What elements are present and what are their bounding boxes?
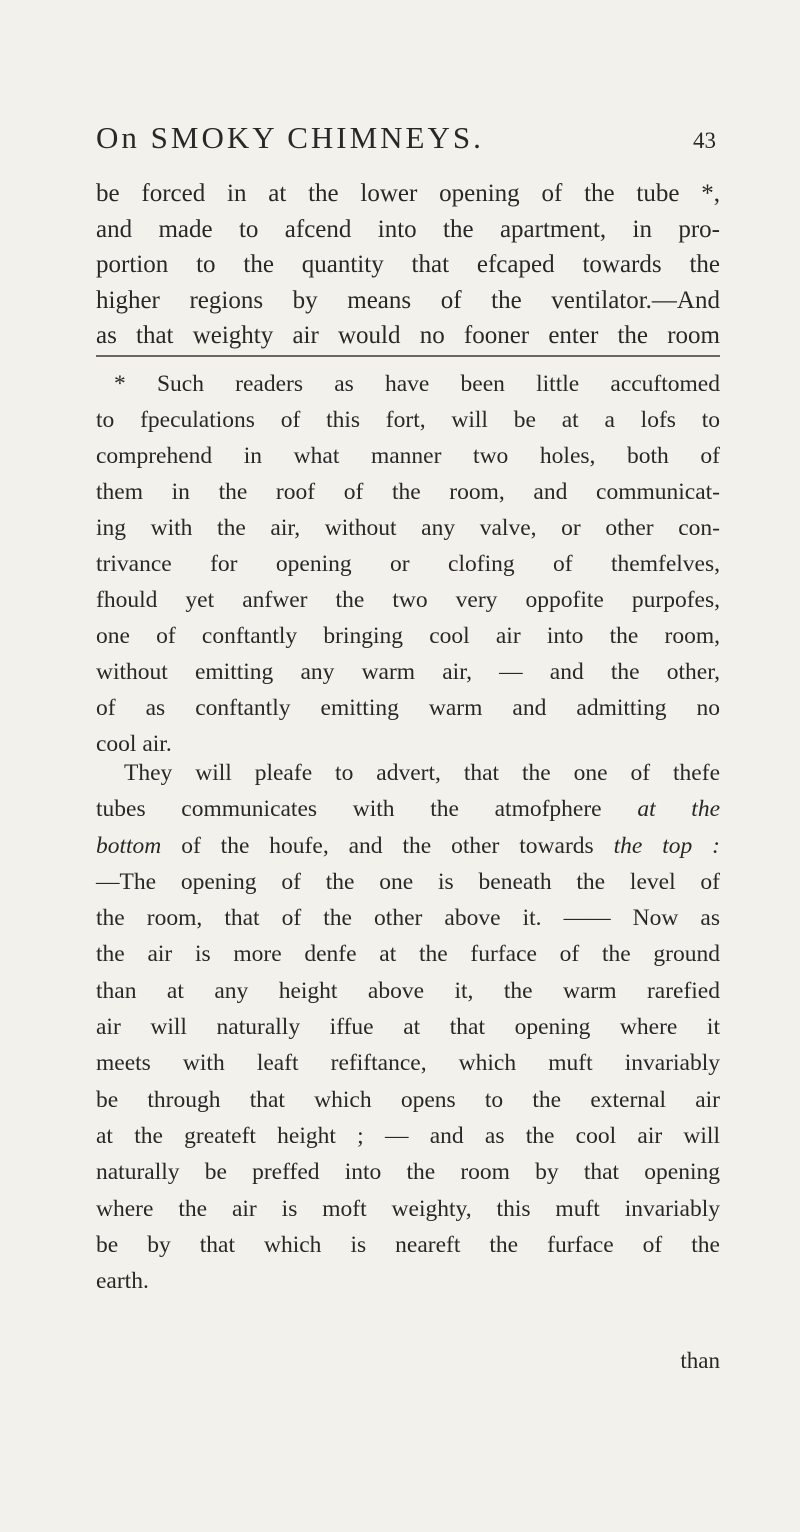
text-line: the room, that of the other above it. —— Now as (96, 905, 720, 932)
text-line: be by that which is neareft the furface of the (96, 1231, 720, 1258)
paragraph (96, 755, 720, 1299)
text-line: They will pleafe to advert, that the one of thefe (124, 760, 720, 786)
text-line: portion to the quantity that efcaped towards the (96, 251, 720, 279)
text-line: where the air is moft weighty, this muft invariably (96, 1195, 720, 1222)
page-header (96, 120, 716, 170)
footnote-line: them in the roof of the room, and communicat- (96, 479, 720, 505)
italic-run: at the (637, 796, 720, 823)
footnote-line: fhould yet anfwer the two very oppofite purpofes, (96, 587, 720, 613)
footnote-line: cool air. (96, 731, 172, 757)
text-line: the air is more denfe at the furface of the ground (96, 941, 720, 968)
text-line: meets with leaft refiftance, which muft invariably (96, 1050, 720, 1077)
footnote-line: ing with the air, without any valve, or other con- (96, 515, 720, 541)
italic-run: the top : (613, 832, 720, 859)
running-title: On SMOKY CHIMNEYS. (96, 120, 484, 155)
text-line: earth. (96, 1268, 149, 1295)
text-run: of the houfe, and the other towards (161, 832, 614, 859)
footnote-line: one of conftantly bringing cool air into the room, (96, 623, 720, 649)
text-line: higher regions by means of the ventilator.—And (96, 286, 720, 314)
text-line (96, 791, 720, 827)
footnote-line: without emitting any warm air, — and the other, (96, 659, 720, 685)
italic-run: bottom (96, 832, 162, 859)
text-line: than at any height above it, the warm rarefied (96, 977, 720, 1004)
text-line (96, 828, 720, 864)
text-run: tubes communicates with the atmofphere (96, 796, 638, 823)
footnote-line: trivance for opening or clofing of themfelves, (96, 551, 720, 577)
footnote (96, 366, 720, 762)
text-line: be forced in at the lower opening of the tube *, (96, 180, 720, 207)
text-line: naturally be preffed into the room by that opening (96, 1159, 720, 1186)
footnote-rule (96, 355, 720, 357)
text-line: be through that which opens to the external air (96, 1086, 720, 1113)
footnote-line: * Such readers as have been little accuftomed (114, 371, 720, 397)
main-text (96, 176, 720, 354)
text-line: air will naturally iffue at that opening where it (96, 1014, 720, 1041)
text-line: and made to afcend into the apartment, in pro- (96, 215, 720, 243)
text-line: —The opening of the one is beneath the level of (96, 868, 720, 895)
text-line: as that weighty air would no fooner enter the room (96, 322, 720, 350)
footnote-line: comprehend in what manner two holes, both of (96, 443, 720, 469)
page-number: 43 (693, 128, 716, 153)
text-line: at the greateft height ; — and as the cool air will (96, 1122, 720, 1149)
footnote-line: of as conftantly emitting warm and admitting no (96, 695, 720, 721)
catchword: than (680, 1348, 720, 1373)
footnote-line: to fpeculations of this fort, will be at a lofs to (96, 407, 720, 433)
